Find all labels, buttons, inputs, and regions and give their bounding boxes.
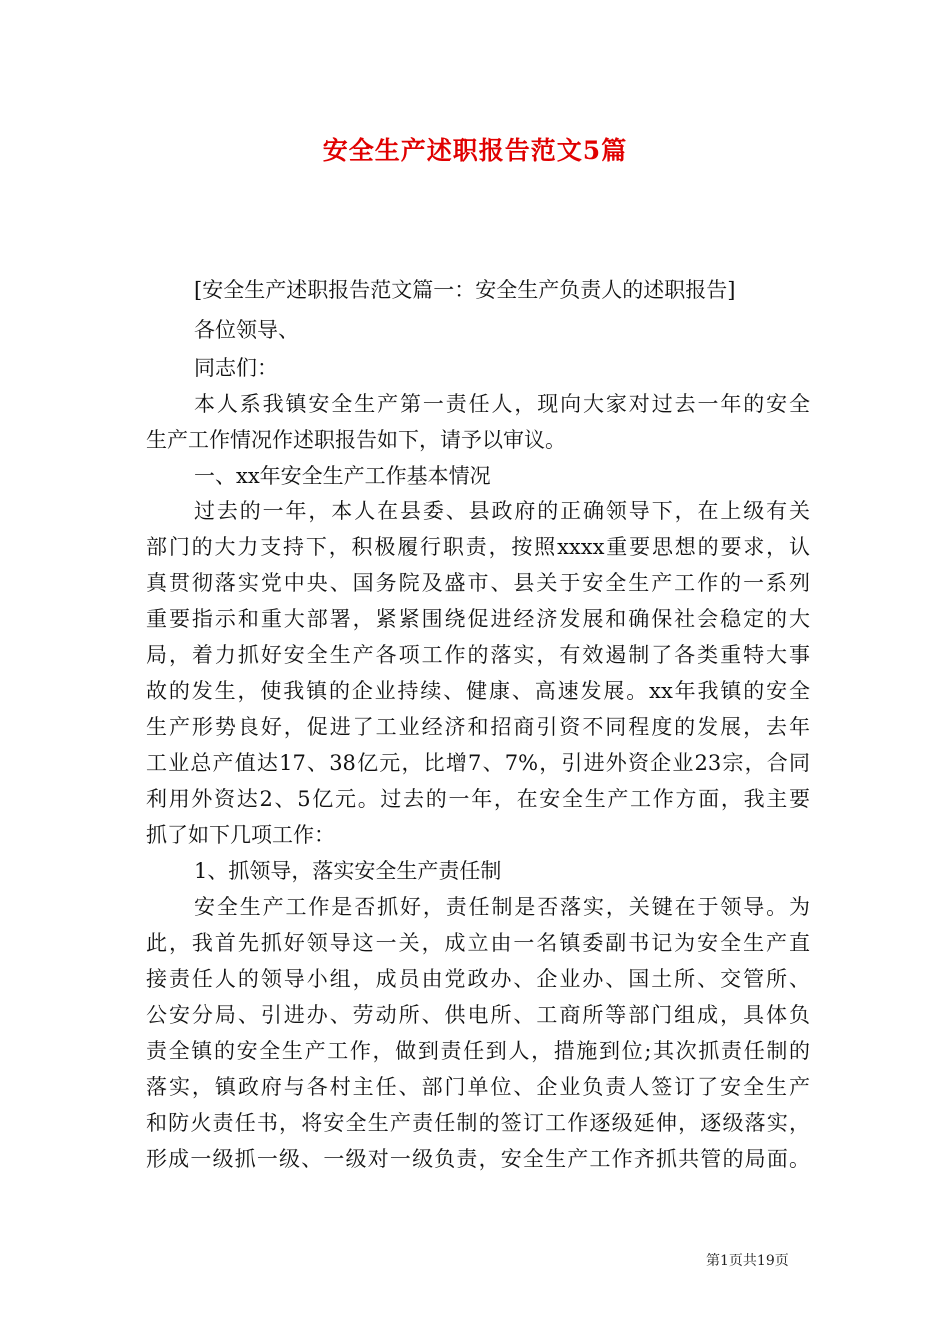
text-line: 利用外资达2、5亿元。过去的一年，在安全生产工作方面，我主要 <box>146 787 810 811</box>
text-line: 真贯彻落实党中央、国务院及盛市、县关于安全生产工作的一系列 <box>146 571 810 595</box>
text-line: 工业总产值达17、38亿元，比增7、7%，引进外资企业23宗，合同 <box>146 751 810 775</box>
text-line: 公安分局、引进办、劳动所、供电所、工商所等部门组成，具体负 <box>146 1003 810 1027</box>
text-line: 生产形势良好，促进了工业经济和招商引资不同程度的发展，去年 <box>146 715 810 739</box>
section-heading: 一、xx年安全生产工作基本情况 <box>194 464 491 488</box>
text-line: 故的发生，使我镇的企业持续、健康、高速发展。xx年我镇的安全 <box>146 679 810 703</box>
text-line: 同志们： <box>194 356 278 380</box>
text-line: 抓了如下几项工作： <box>146 823 335 847</box>
text-line: 局，着力抓好安全生产各项工作的落实，有效遏制了各类重特大事 <box>146 643 810 667</box>
text-line: 部门的大力支持下，积极履行职责，按照xxxx重要思想的要求，认 <box>146 535 810 559</box>
text-line: 此，我首先抓好领导这一关，成立由一名镇委副书记为安全生产直 <box>146 931 810 955</box>
text-line: 责全镇的安全生产工作，做到责任到人，措施到位;其次抓责任制的 <box>146 1039 810 1063</box>
text-line: 过去的一年，本人在县委、县政府的正确领导下，在上级有关 <box>194 499 810 523</box>
text-line: 各位领导、 <box>194 318 299 342</box>
text-line: 和防火责任书，将安全生产责任制的签订工作逐级延伸，逐级落实， <box>146 1111 810 1135</box>
text-line: 形成一级抓一级、一级对一级负责，安全生产工作齐抓共管的局面。 <box>146 1147 810 1171</box>
text-line: 本人系我镇安全生产第一责任人，现向大家对过去一年的安全 <box>194 392 810 416</box>
page-number: 第1页共19页 <box>706 1253 789 1269</box>
text-line: [安全生产述职报告范文篇一：安全生产负责人的述职报告] <box>194 278 736 302</box>
section-heading: 1、抓领导，落实安全生产责任制 <box>194 859 502 883</box>
text-line: 安全生产工作是否抓好，责任制是否落实，关键在于领导。为 <box>194 895 810 919</box>
text-line: 落实，镇政府与各村主任、部门单位、企业负责人签订了安全生产 <box>146 1075 810 1099</box>
text-line: 接责任人的领导小组，成员由党政办、企业办、国土所、交管所、 <box>146 967 810 991</box>
text-line: 重要指示和重大部署，紧紧围绕促进经济发展和确保社会稳定的大 <box>146 607 810 631</box>
document-title: 安全生产述职报告范文5篇 <box>322 136 628 165</box>
text-line: 生产工作情况作述职报告如下，请予以审议。 <box>146 428 566 452</box>
